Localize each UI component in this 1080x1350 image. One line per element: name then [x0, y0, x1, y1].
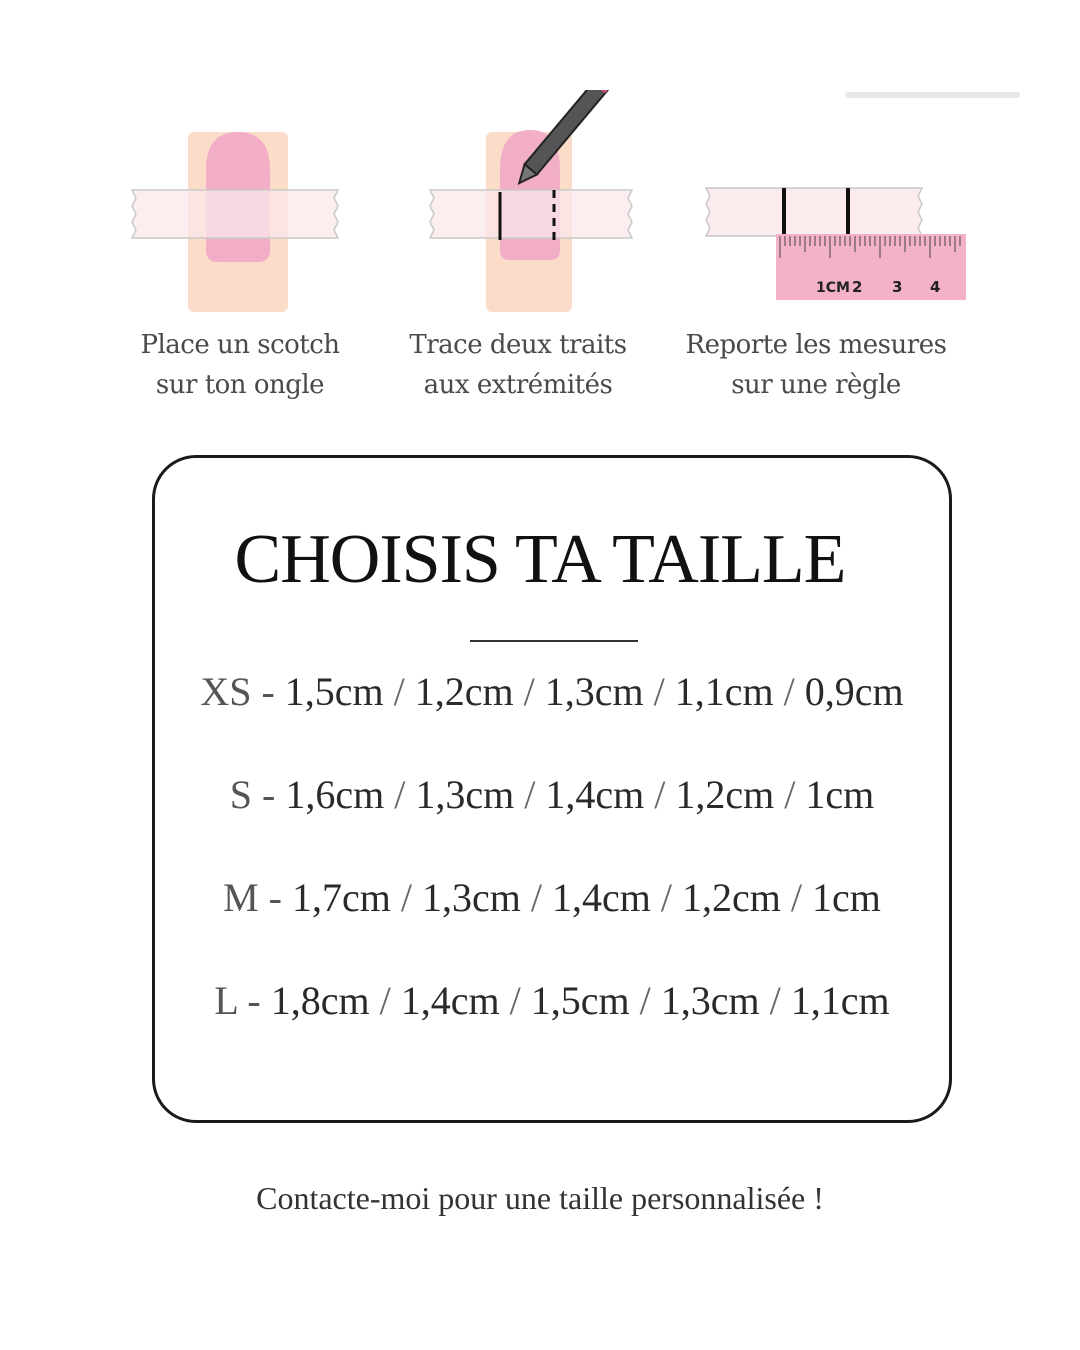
nail-width-value: 1cm	[805, 772, 875, 817]
value-separator: /	[499, 978, 531, 1023]
nail-width-value: 1,2cm	[682, 875, 781, 920]
step-draw-lines	[368, 90, 668, 420]
ruler-tick-label: 3	[892, 278, 903, 296]
nail-width-value: 1,4cm	[400, 978, 500, 1023]
nail-width-value: 1,7cm	[292, 875, 391, 920]
nail-width-value: 1,1cm	[790, 978, 890, 1023]
size-row-m	[152, 874, 952, 921]
finger-tape-illustration	[90, 90, 390, 320]
nail-width-value: 1,5cm	[530, 978, 630, 1023]
size-label: L -	[214, 978, 271, 1023]
value-separator: /	[383, 669, 415, 714]
value-separator: /	[644, 772, 676, 817]
tape-strip	[132, 190, 338, 238]
value-separator: /	[369, 978, 401, 1023]
finger-pen-illustration	[368, 90, 668, 320]
size-label: XS -	[200, 669, 285, 714]
value-separator: /	[774, 772, 806, 817]
nail-width-value: 1,5cm	[284, 669, 384, 714]
tape-strip	[430, 190, 632, 238]
size-row-s	[152, 771, 952, 818]
nail-width-value: 1,3cm	[660, 978, 760, 1023]
nail-width-value: 1,2cm	[675, 772, 775, 817]
size-label: S -	[229, 772, 286, 817]
title-divider	[470, 640, 638, 642]
nail-width-value: 1,8cm	[270, 978, 370, 1023]
value-separator: /	[520, 875, 552, 920]
nail-width-value: 1,3cm	[422, 875, 521, 920]
value-separator: /	[650, 875, 682, 920]
ruler-tick-label: 4	[930, 278, 941, 296]
nail-width-value: 1,4cm	[545, 772, 645, 817]
nail-width-value: 1,3cm	[544, 669, 644, 714]
step-place-tape	[90, 90, 390, 420]
value-separator: /	[759, 978, 791, 1023]
caption-line-2: sur ton ongle	[155, 370, 325, 400]
size-label: M -	[223, 875, 292, 920]
size-chart-title: CHOISIS TA TAILLE	[234, 521, 846, 598]
caption-line-1: Trace deux traits	[409, 330, 627, 360]
step-caption	[368, 325, 668, 405]
value-separator: /	[384, 772, 416, 817]
step-caption	[666, 325, 966, 405]
tape-strip	[706, 188, 922, 236]
caption-line-1: Place un scotch	[140, 330, 340, 360]
nail-width-value: 1,4cm	[552, 875, 651, 920]
step-measure-ruler	[666, 90, 966, 420]
ruler-unit-label: 1CM	[816, 280, 850, 296]
nail-width-value: 1,1cm	[674, 669, 774, 714]
step-caption	[90, 325, 390, 405]
value-separator: /	[629, 978, 661, 1023]
ruler-illustration	[666, 90, 966, 320]
nail-width-value: 1,3cm	[415, 772, 515, 817]
nail-width-value: 1,2cm	[414, 669, 514, 714]
nail-width-value: 1,6cm	[285, 772, 385, 817]
value-separator: /	[773, 669, 805, 714]
size-row-l	[152, 977, 952, 1024]
value-separator: /	[514, 772, 546, 817]
caption-line-2: sur une règle	[731, 370, 901, 400]
value-separator: /	[643, 669, 675, 714]
nail-width-value: 1cm	[812, 875, 881, 920]
nail-width-value: 0,9cm	[804, 669, 904, 714]
value-separator: /	[513, 669, 545, 714]
value-separator: /	[780, 875, 812, 920]
value-separator: /	[390, 875, 422, 920]
caption-line-1: Reporte les mesures	[685, 330, 947, 360]
caption-line-2: aux extrémités	[423, 370, 613, 400]
custom-size-note: Contacte-moi pour une taille personnalisée !	[256, 1180, 824, 1216]
ruler-tick-label: 2	[852, 278, 863, 296]
size-row-xs	[152, 668, 952, 715]
